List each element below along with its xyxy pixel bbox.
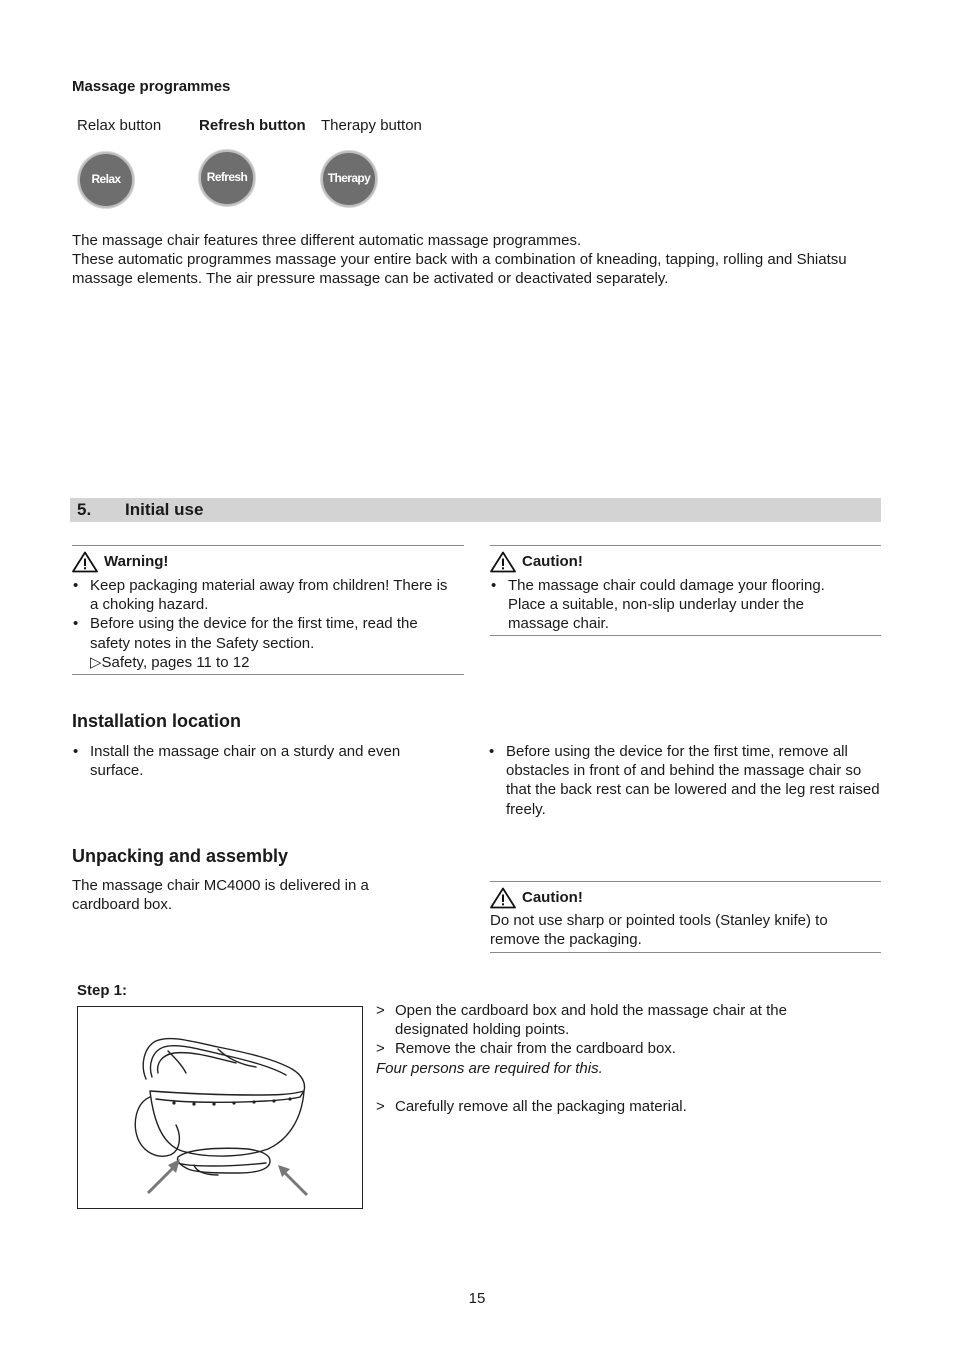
page-number: 15: [468, 1290, 486, 1307]
installation-heading: Installation location: [72, 711, 242, 731]
refresh-icon-text: Refresh: [206, 170, 248, 185]
step-instruction: [376, 1001, 836, 1039]
warning-triangle-icon: [490, 887, 516, 909]
therapy-button-icon: [321, 151, 377, 207]
caution-text: Do not use sharp or pointed tools (Stanley knife) to remove the packaging.: [490, 912, 828, 949]
caution-item: • The massage chair could damage your flooring. Place a suitable, non-slip underlay under the massage chair.: [490, 576, 850, 634]
programmes-para-line2: These automatic programmes massage your entire back with a combination of kneading, tapping, rolling and Shiatsu massage elements. The air pressure massage can be activated or deactivated separately.: [72, 251, 847, 288]
section-title: Initial use: [125, 500, 204, 519]
step-note: Four persons are required for this.: [376, 1059, 603, 1077]
step-marker: >: [376, 1097, 385, 1115]
installation-list-right: [488, 742, 883, 819]
section-number: 5.: [77, 500, 92, 519]
warning-triangle-icon: [72, 551, 98, 573]
step-instruction: [376, 1097, 836, 1116]
refresh-button-label: Refresh button: [199, 117, 306, 134]
step-instructions: [376, 1001, 836, 1116]
therapy-button-label: Therapy button: [321, 117, 422, 134]
warning-reference: ▷Safety, pages 11 to 12: [90, 653, 250, 671]
caution-box-flooring: [490, 545, 881, 636]
relax-button-icon: [78, 152, 134, 208]
caution-header: [490, 551, 881, 573]
step-instruction: [376, 1039, 836, 1058]
arrow-icon: [278, 1165, 307, 1195]
step-instruction-text: Remove the chair from the cardboard box.: [395, 1040, 676, 1058]
massage-chair-illustration: [78, 1007, 362, 1208]
installation-list-left: [72, 742, 444, 780]
caution-box-packaging: [490, 881, 881, 953]
warning-title: Warning!: [104, 553, 169, 571]
programmes-para-line1: The massage chair features three different automatic massage programmes.: [72, 232, 582, 249]
caution-title: Caution!: [522, 553, 583, 571]
therapy-icon-text: Therapy: [327, 171, 371, 186]
relax-icon-text: Relax: [91, 172, 121, 187]
section-header-bar: [70, 498, 881, 522]
installation-item: • Before using the device for the first time, remove all obstacles in front of and behind the massage chair so that the back rest can be lowered and the leg rest raised freely.: [488, 742, 883, 819]
warning-item: • Keep packaging material away from children! There is a choking hazard.: [72, 576, 452, 614]
caution-header: [490, 887, 881, 909]
programmes-heading: Massage programmes: [72, 78, 231, 95]
warning-triangle-icon: [490, 551, 516, 573]
step-label: Step 1:: [77, 982, 128, 999]
installation-item: • Install the massage chair on a sturdy and even surface.: [72, 742, 444, 780]
step-marker: >: [376, 1002, 385, 1019]
step-marker: >: [376, 1040, 385, 1058]
caution-title: Caution!: [522, 889, 583, 907]
chair-figure: [77, 1006, 363, 1209]
warning-list: [72, 576, 452, 653]
unpacking-heading: Unpacking and assembly: [72, 846, 289, 866]
caution-list: [490, 576, 850, 634]
relax-button-label: Relax button: [77, 117, 162, 134]
warning-box: [72, 545, 464, 675]
step-instruction-text: Carefully remove all the packaging material.: [395, 1097, 687, 1115]
warning-item: • Before using the device for the first time, read the safety notes in the Safety section.: [72, 614, 452, 652]
unpacking-text: The massage chair MC4000 is delivered in a cardboard box.: [72, 877, 369, 914]
refresh-button-icon: [199, 150, 255, 206]
programmes-paragraph: [72, 231, 872, 289]
warning-header: [72, 551, 464, 573]
arrow-icon: [148, 1159, 180, 1193]
step-instruction-text: Open the cardboard box and hold the massage chair at the designated holding points.: [395, 1002, 787, 1039]
